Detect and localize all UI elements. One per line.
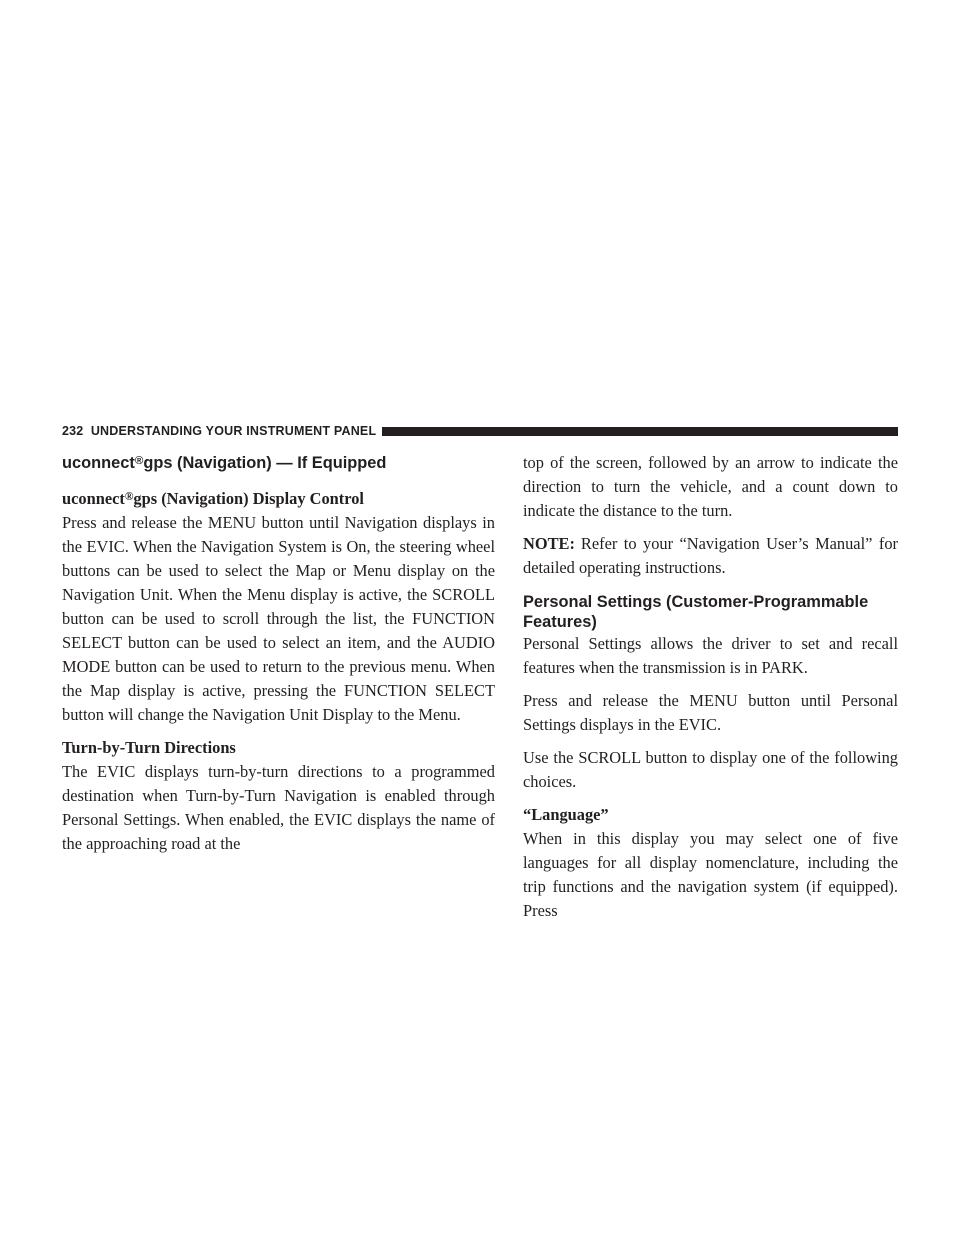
subheading-language: “Language” [523, 805, 609, 824]
paragraph-continued: top of the screen, followed by an arrow to indicate the direction to turn the vehicle, and a count down to indicate the distance to the turn. [523, 453, 898, 520]
paragraph-personal-settings-scroll: Use the SCROLL button to display one of the following choices. [523, 748, 898, 791]
running-header [62, 423, 898, 439]
section-title: UNDERSTANDING YOUR INSTRUMENT PANEL [90, 424, 377, 438]
paragraph-turn-by-turn: The EVIC displays turn-by-turn directions to a programmed destination when Turn-by-Turn Navigation is enabled through Personal Settings. When enabled, the EVIC displays the name of the approaching road at the [62, 762, 495, 854]
registered-mark: ® [124, 491, 134, 504]
left-column [62, 451, 495, 856]
paragraph-language: When in this display you may select one of five languages for all display nomenclature, including the trip functions and the navigation system (if equipped). Press [523, 829, 898, 920]
subheading-display-control: uconnect®gps (Navigation) Display Control [62, 489, 364, 509]
note-label: NOTE: [523, 534, 575, 553]
note-paragraph [523, 532, 898, 580]
paragraph-personal-settings-menu: Press and release the MENU button until Personal Settings displays in the EVIC. [523, 691, 898, 734]
section-heading-uconnect: uconnect®gps (Navigation) — If Equipped [62, 454, 387, 473]
page-number: 232 [62, 424, 84, 438]
section-heading-personal-settings: Personal Settings (Customer-Programmable Features) [523, 593, 869, 631]
subheading-turn-by-turn: Turn-by-Turn Directions [62, 738, 236, 758]
paragraph-display-control: Press and release the MENU button until Navigation displays in the EVIC. When the Navigation System is On, the steering wheel buttons can be used to select the Map or Menu display on the Navigation Unit. When the Menu display is active, the SCROLL button can be used to scroll through the list, the FUNCTION SELECT button can be used to select an item, and the AUDIO MODE button can be used to return to the previous menu. When the Map display is active, pressing the FUNCTION SELECT button will change the Navigation Unit Display to the Menu. [62, 513, 495, 725]
right-column [523, 451, 898, 923]
paragraph-personal-settings-intro: Personal Settings allows the driver to set and recall features when the transmission is in PARK. [523, 634, 898, 677]
header-rule [382, 427, 898, 436]
header-text [62, 424, 382, 438]
registered-mark: ® [134, 455, 144, 467]
note-text: Refer to your “Navigation User’s Manual” for detailed operating instructions. [523, 534, 898, 577]
